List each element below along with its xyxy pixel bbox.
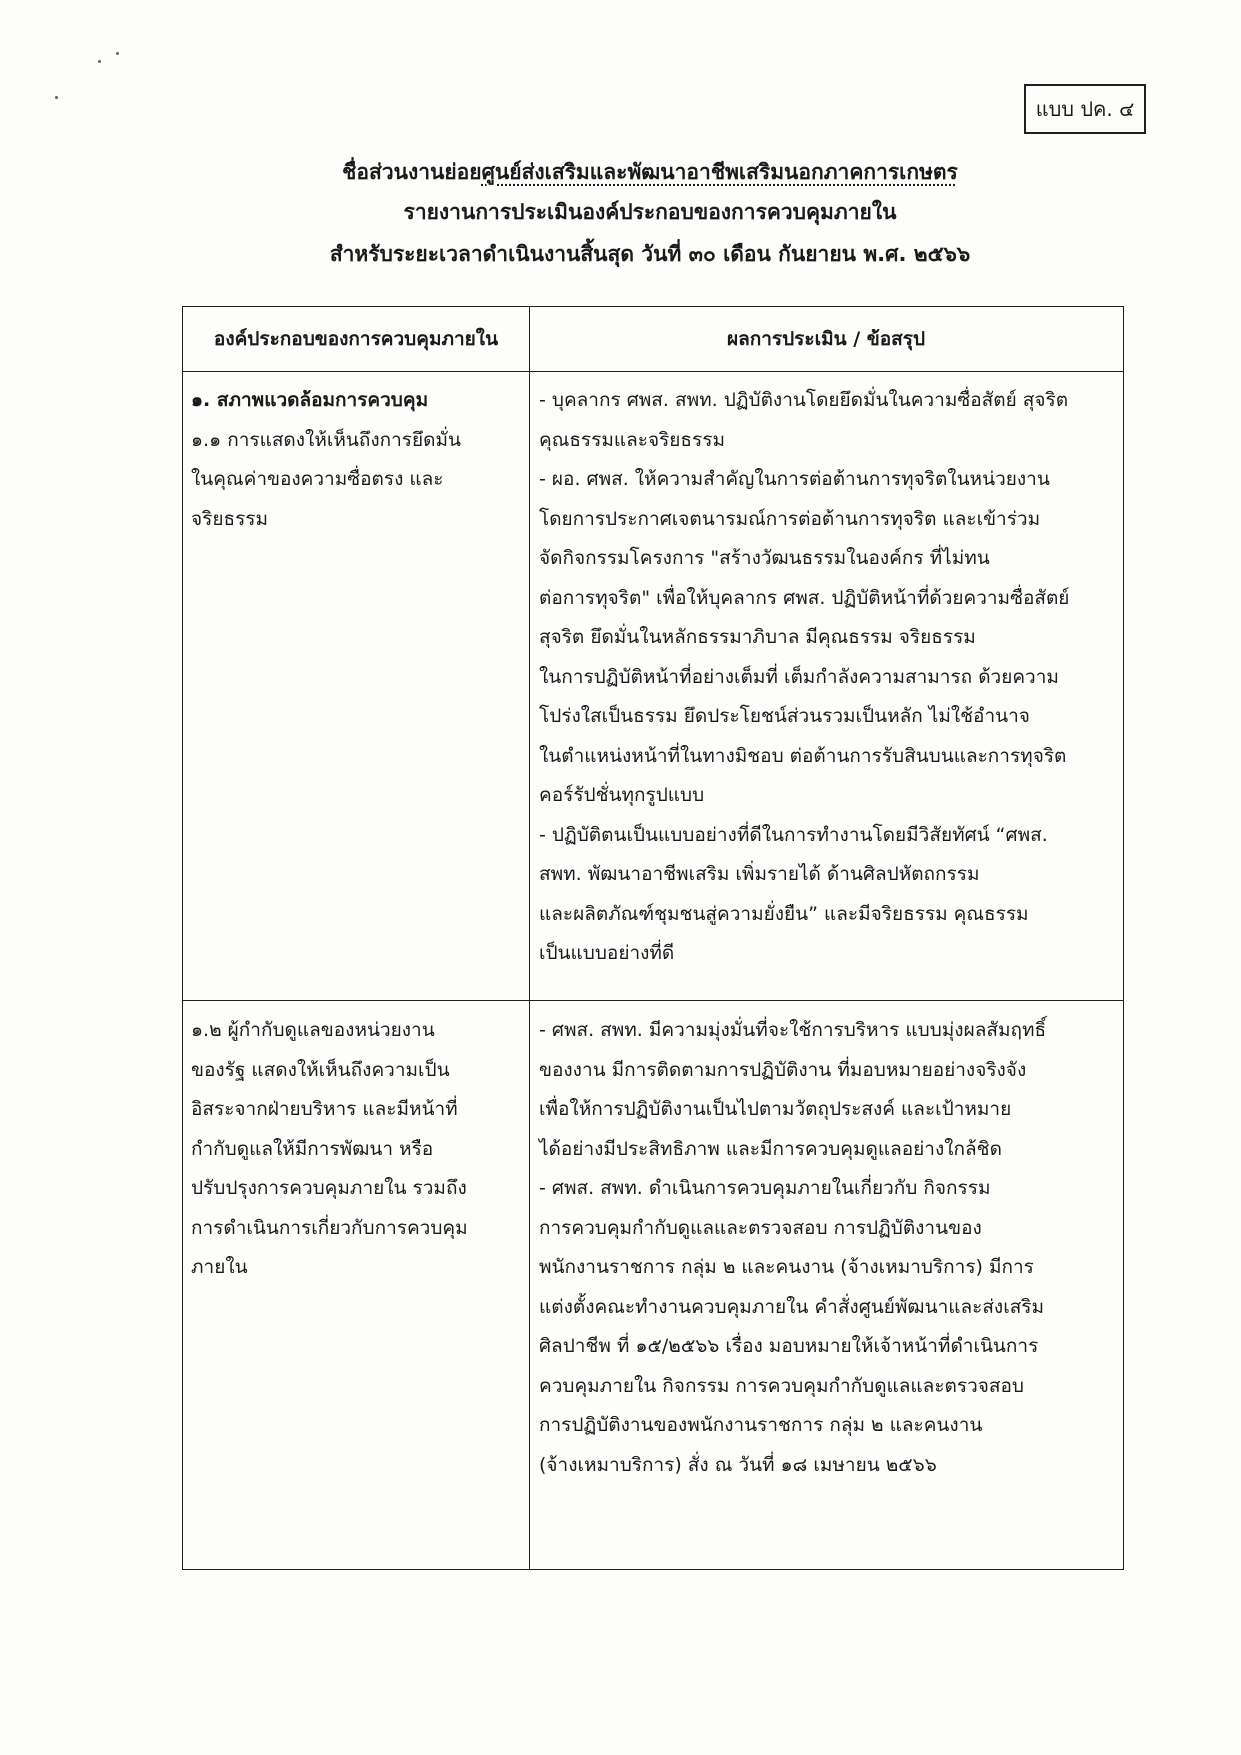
unit-name: ศูนย์ส่งเสริมและพัฒนาอาชีพเสริมนอกภาคการเกษตร [481,160,958,184]
result-line: ในการปฏิบัติหน้าที่อย่างเต็มที่ เต็มกำลังความสามารถ ด้วยความ [539,665,1059,688]
result-line: สุจริต ยึดมั่นในหลักธรรมาภิบาล มีคุณธรรม จริยธรรม [539,626,976,648]
result-line: ศิลปาชีพ ที่ ๑๕/๒๕๖๖ เรื่อง มอบหมายให้เจ้าหน้าที่ดำเนินการ [539,1335,1039,1357]
assessment-table [182,306,1124,1570]
scan-speck [98,60,101,63]
scan-speck [116,52,119,55]
row1-component-cell [191,381,525,539]
header-divider [183,371,1123,372]
scan-speck [55,96,58,99]
row1-result-cell [539,381,1119,974]
result-line: - ศพส. สพท. มีความมุ่งมั่นที่จะใช้การบริหาร แบบมุ่งผลสัมฤทธิ์ [539,1019,1047,1041]
component-line: กำกับดูแลให้มีการพัฒนา หรือ [191,1137,434,1160]
report-period: สำหรับระยะเวลาดำเนินงานสิ้นสุด วันที่ ๓๐ เดือน กันยายน พ.ศ. ๒๕๖๖ [329,242,971,266]
result-line: การควบคุมกำกับดูแลและตรวจสอบ การปฏิบัติงานของ [539,1216,982,1239]
component-heading: ๑. สภาพแวดล้อมการควบคุม [191,389,429,411]
component-line: อิสระจากฝ่ายบริหาร และมีหน้าที่ [191,1098,458,1120]
form-label-box [1024,84,1146,134]
component-line: การดำเนินการเกี่ยวกับการควบคุม [191,1216,468,1239]
unit-heading [160,156,1140,189]
report-title: รายงานการประเมินองค์ประกอบของการควบคุมภายใน [403,200,897,224]
result-line: โดยการประกาศเจตนารมณ์การต่อต้านการทุจริต และเข้าร่วม [539,507,1041,530]
component-line: ๑.๒ ผู้กำกับดูแลของหน่วยงาน [191,1019,435,1041]
component-line: ๑.๑ การแสดงให้เห็นถึงการยึดมั่น [191,428,461,451]
result-line: - ศพส. สพท. ดำเนินการควบคุมภายในเกี่ยวกับ กิจกรรม [539,1177,991,1199]
result-line: เป็นแบบอย่างที่ดี [539,942,675,964]
component-line: ภายใน [191,1256,248,1278]
result-line: สพท. พัฒนาอาชีพเสริม เพิ่มรายได้ ด้านศิลปหัตถกรรม [539,863,980,885]
result-line: จัดกิจกรรมโครงการ "สร้างวัฒนธรรมในองค์กร ที่ไม่ทน [539,547,990,569]
header-result: ผลการประเมิน / ข้อสรุป [726,328,926,350]
result-line: ในตำแหน่งหน้าที่ในทางมิชอบ ต่อต้านการรับสินบนและการทุจริต [539,744,1067,767]
component-line: ในคุณค่าของความซื่อตรง และ [191,468,444,490]
result-line: - ผอ. ศพส. ให้ความสำคัญในการต่อต้านการทุจริตในหน่วยงาน [539,468,1050,490]
result-line: โปร่งใสเป็นธรรม ยึดประโยชน์ส่วนรวมเป็นหลัก ไม่ใช้อำนาจ [539,705,1030,727]
result-line: และผลิตภัณฑ์ชุมชนสู่ความยั่งยืน” และมีจริยธรรม คุณธรรม [539,902,1029,925]
unit-prefix: ชื่อส่วนงานย่อย [342,160,482,184]
result-line: คอร์รัปชั่นทุกรูปแบบ [539,784,705,806]
result-line: ควบคุมภายใน กิจกรรม การควบคุมกำกับดูแลและตรวจสอบ [539,1374,1024,1397]
result-line: - บุคลากร ศพส. สพท. ปฏิบัติงานโดยยึดมั่นในความซื่อสัตย์ สุจริต [539,389,1069,411]
row-divider [183,1000,1123,1001]
result-line: การปฏิบัติงานของพนักงานราชการ กลุ่ม ๒ และคนงาน [539,1414,983,1436]
component-line: ของรัฐ แสดงให้เห็นถึงความเป็น [191,1058,450,1081]
result-line: พนักงานราชการ กลุ่ม ๒ และคนงาน (จ้างเหมาบริการ) มีการ [539,1256,1034,1278]
result-line: ได้อย่างมีประสิทธิภาพ และมีการควบคุมดูแลอย่างใกล้ชิด [539,1137,1002,1160]
row2-component-cell [191,1011,525,1288]
component-line: จริยธรรม [191,507,269,530]
result-line: ต่อการทุจริต" เพื่อให้บุคลากร ศพส. ปฏิบัติหน้าที่ด้วยความซื่อสัตย์ [539,586,1070,609]
form-label: แบบ ปค. ๔ [1035,97,1135,121]
column-divider [529,307,530,1569]
result-line: เพื่อให้การปฏิบัติงานเป็นไปตามวัตถุประสงค์ และเป้าหมาย [539,1098,1012,1120]
component-line: ปรับปรุงการควบคุมภายใน รวมถึง [191,1177,467,1199]
result-line: (จ้างเหมาบริการ) สั่ง ณ วันที่ ๑๘ เมษายน ๒๕๖๖ [539,1453,937,1476]
result-line: คุณธรรมและจริยธรรม [539,428,725,451]
result-line: - ปฏิบัติตนเป็นแบบอย่างที่ดีในการทำงานโดยมีวิสัยทัศน์ “ศพส. [539,823,1048,846]
header-component: องค์ประกอบของการควบคุมภายใน [213,328,499,350]
result-line: แต่งตั้งคณะทำงานควบคุมภายใน คำสั่งศูนย์พัฒนาและส่งเสริม [539,1295,1045,1318]
result-line: ของงาน มีการติดตามการปฏิบัติงาน ที่มอบหมายอย่างจริงจัง [539,1058,1027,1081]
row2-result-cell [539,1011,1119,1485]
